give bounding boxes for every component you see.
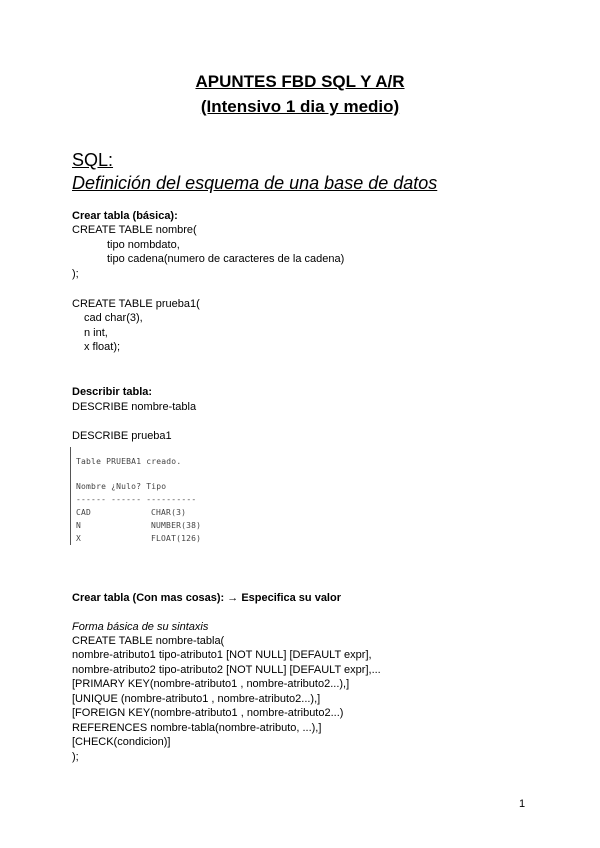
snippet-separator: ------ ------ ---------- [76, 495, 197, 504]
snippet-row-name: X [76, 534, 82, 543]
code-line: n int, [84, 327, 108, 339]
code-line: [PRIMARY KEY(nombre-atributo1 , nombre-atributo2...),] [72, 678, 350, 690]
code-line: CREATE TABLE prueba1( [72, 298, 200, 310]
code-line: tipo nombdato, [107, 239, 180, 251]
code-line: ); [72, 268, 79, 280]
section-heading: SQL: [72, 150, 114, 170]
crear-completa-label: Crear tabla (Con mas cosas): → Especifica su valor [72, 592, 341, 604]
code-line: [UNIQUE (nombre-atributo1 , nombre-atributo2...),] [72, 693, 321, 705]
snippet-header: Nombre ¿Nulo? Tipo [76, 482, 167, 491]
code-line: [FOREIGN KEY(nombre-atributo1 , nombre-atributo2...) [72, 707, 344, 719]
code-line: x float); [84, 341, 121, 353]
code-line: CREATE TABLE nombre( [72, 224, 197, 236]
code-line: REFERENCES nombre-tabla(nombre-atributo, ...),] [72, 722, 322, 734]
code-line: nombre-atributo2 tipo-atributo2 [NOT NULL] [DEFAULT expr],... [72, 664, 381, 676]
code-line: nombre-atributo1 tipo-atributo1 [NOT NULL] [DEFAULT expr], [72, 649, 372, 661]
snippet-row-name: N [76, 521, 82, 530]
forma-basica-label: Forma básica de su sintaxis [72, 621, 209, 633]
code-line: DESCRIBE nombre-tabla [72, 401, 197, 413]
code-line: ); [72, 751, 79, 763]
code-line: cad char(3), [84, 312, 143, 324]
document-subtitle: (Intensivo 1 dia y medio) [200, 97, 400, 116]
describir-label: Describir tabla: [72, 386, 153, 398]
snippet-row-type: NUMBER(38) [151, 521, 202, 530]
snippet-row-name: CAD [76, 508, 92, 517]
describe-output-screenshot [70, 447, 216, 545]
code-line: CREATE TABLE nombre-tabla( [72, 635, 225, 647]
crear-basica-label: Crear tabla (básica): [72, 210, 178, 222]
document-title: APUNTES FBD SQL Y A/R [195, 72, 405, 91]
code-line: DESCRIBE prueba1 [72, 430, 172, 442]
code-line: tipo cadena(numero de caracteres de la cadena) [107, 253, 345, 265]
page-number: 1 [519, 798, 526, 810]
snippet-row-type: CHAR(3) [151, 508, 187, 517]
code-line: [CHECK(condicion)] [72, 736, 171, 748]
snippet-created: Table PRUEBA1 creado. [76, 457, 182, 466]
section-subheading: Definición del esquema de una base de datos [72, 173, 438, 193]
snippet-row-type: FLOAT(126) [151, 534, 202, 543]
